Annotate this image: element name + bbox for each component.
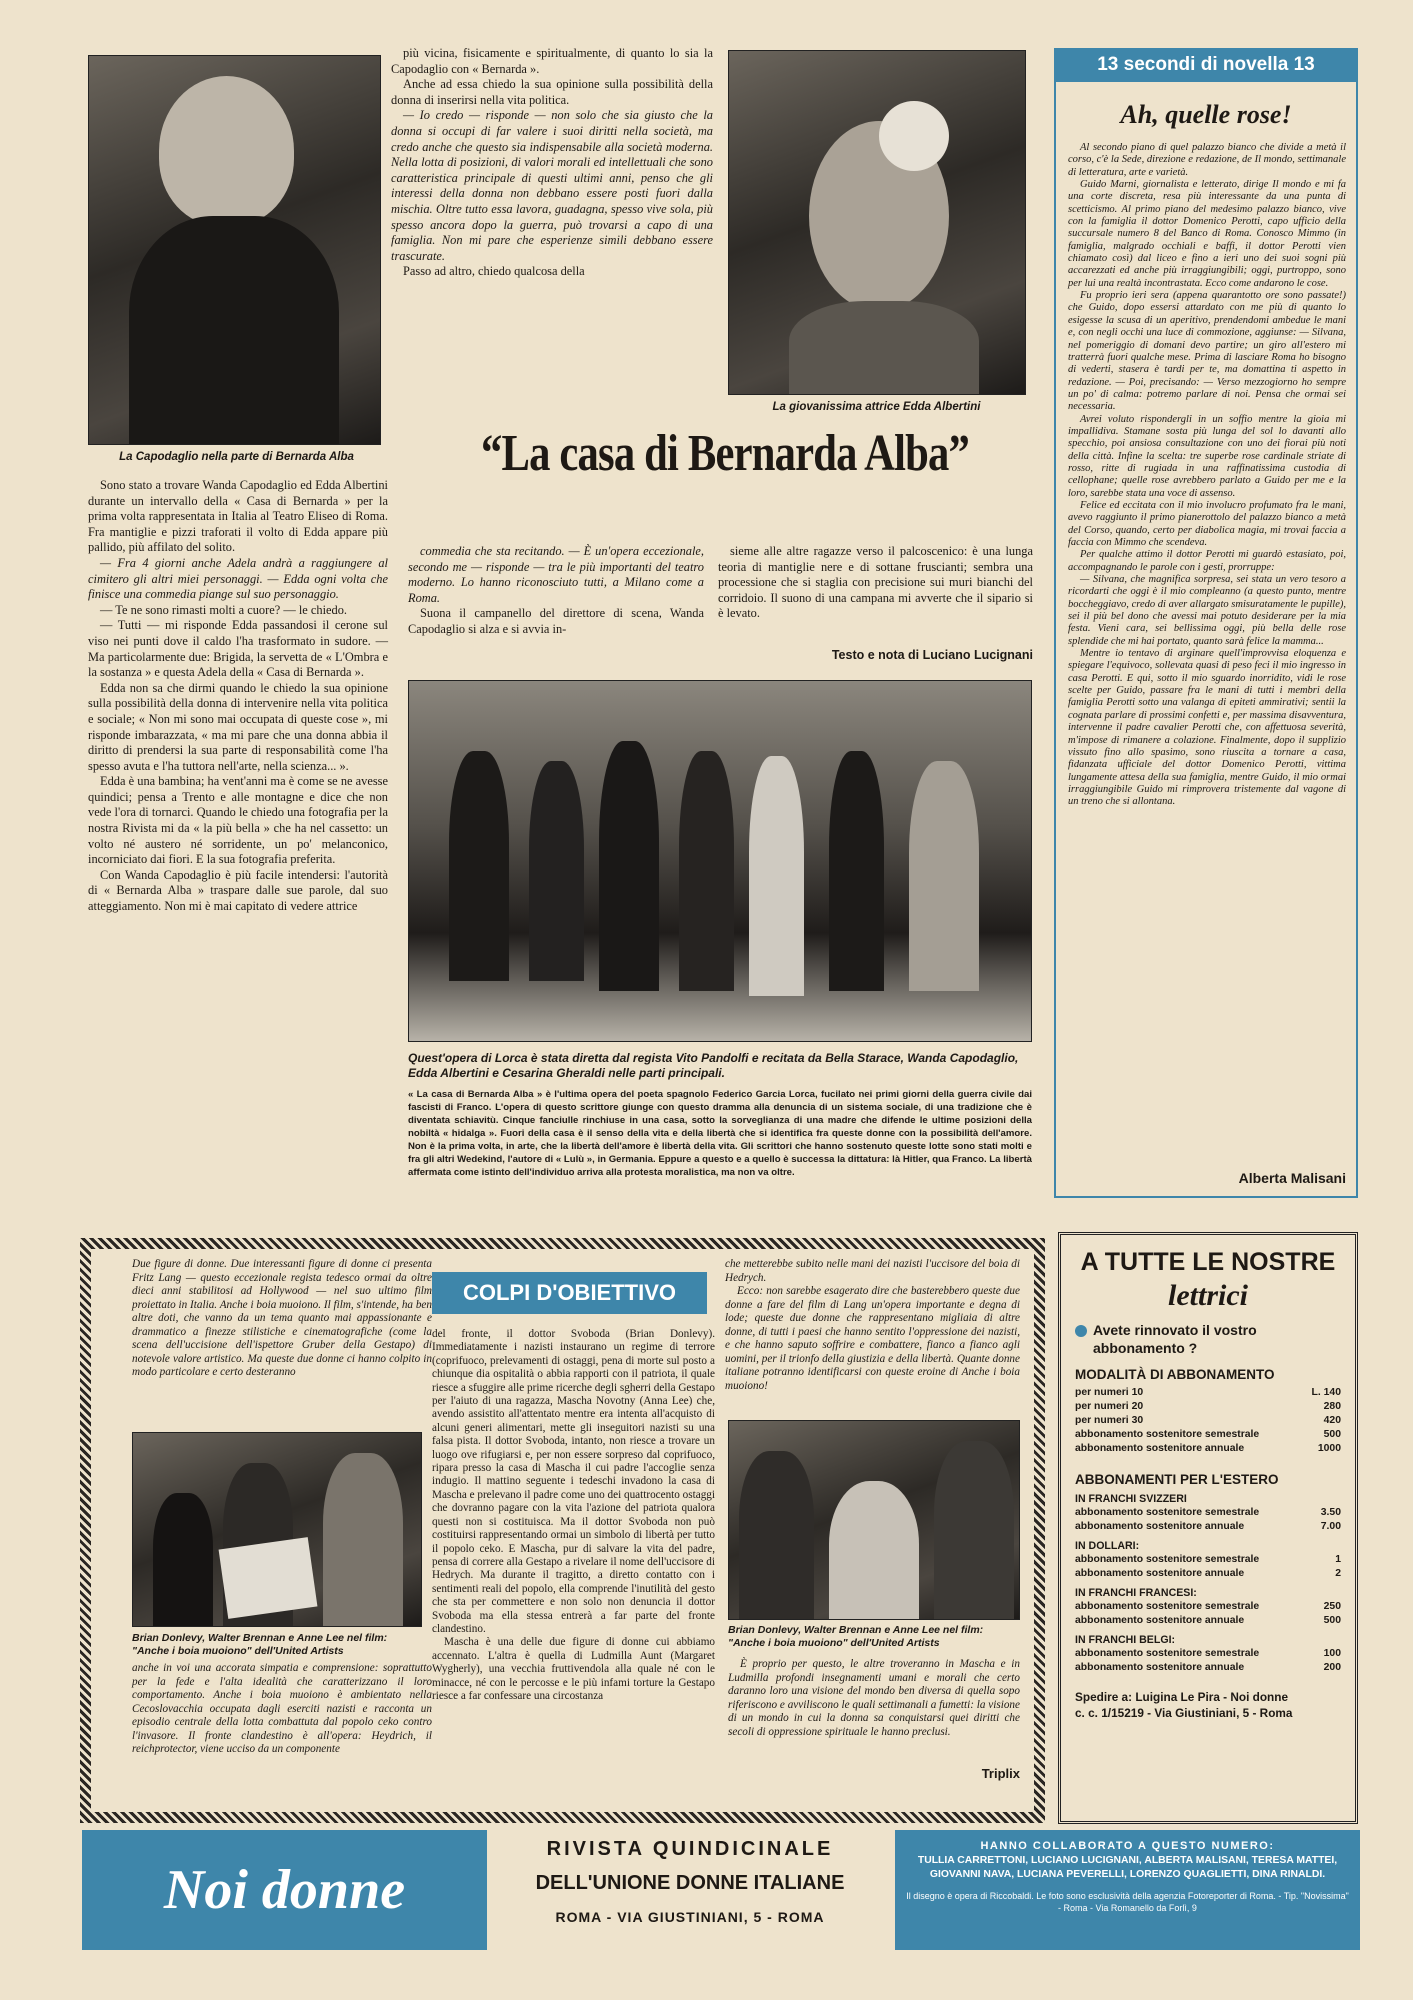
paragraph: Suona il campanello del direttore di scena, Wanda Capodaglio si alza e si avvia in- <box>408 606 704 636</box>
paragraph: commedia che sta recitando. — È un'opera eccezionale, secondo me — risponde — tra le più importanti del teatro moderno. Lo hanno riconosciuto tutti, a Milano come a Roma. <box>408 544 704 605</box>
paragraph: Edda non sa che dirmi quando le chiedo la sua opinione sulla possibilità della donna di intervenire nella vita politica e sociale; « Non mi sono mai occupata di queste cose », mi risponde imbarazzata, « ma mi pare che una donna abbia il diritto di prendersi la sua parte di responsabilità come l'ha spesso avuta e l'ha tuttora nell'arte, nella scienza... ». <box>88 680 388 773</box>
rate-label: abbonamento sostenitore annuale <box>1075 1615 1245 1626</box>
rate-label: abbonamento sostenitore annuale <box>1075 1568 1245 1579</box>
article-col2-top <box>391 46 713 280</box>
paragraph: Al secondo piano di quel palazzo bianco che divide a metà il corso, c'è la Sede, direzione e redazione, de Il mondo, settimanale di letteratura, arte e varietà. <box>1068 142 1346 178</box>
rate-group-title: IN FRANCHI FRANCESI: <box>1075 1587 1197 1599</box>
rate-price: 500 <box>1323 1429 1341 1440</box>
article-col2-bottom <box>408 544 704 638</box>
rate-label: abbonamento sostenitore annuale <box>1075 1662 1245 1673</box>
caption-albertini: La giovanissima attrice Edda Albertini <box>772 401 981 413</box>
paragraph: sieme alle altre ragazze verso il palcoscenico: è una lunga teoria di mantiglie nere e di sottane fruscianti; sembra una processione che si staglia con precisione sui muri bianchi del corridoio. Il suono di una campana mi avverte che il sipario si è levato. <box>718 544 1033 621</box>
subs-modalita: MODALITÀ DI ABBONAMENTO <box>1075 1367 1275 1382</box>
rate-group-title: IN DOLLARI: <box>1075 1540 1140 1552</box>
subs-rates <box>1075 1386 1341 1456</box>
rate-row <box>1075 1614 1341 1628</box>
subs-question: Avete rinnovato il vostro abbonamento ? <box>1093 1322 1257 1356</box>
caption-film-b: Brian Donlevy, Walter Brennan e Anne Lee nel film: "Anche i boia muoiono" dell'United Artists <box>728 1624 984 1649</box>
rate-price: 250 <box>1323 1601 1341 1612</box>
paragraph: Anche ad essa chiedo la sua opinione sulla possibilità della donna di inserirsi nella vita politica. <box>391 77 713 107</box>
photo-capodaglio <box>88 55 381 445</box>
subs-estero: ABBONAMENTI PER L'ESTERO <box>1075 1472 1279 1487</box>
article-col3-bottom <box>718 544 1033 622</box>
colpi-right-bottom: È proprio per questo, le altre troveranno in Mascha e in Ludmilla profondi insegnamenti umani e morali che certo daranno loro una visione del mondo ben diversa di quella sopo riferiscono e avviliscono le quali settimanali a fumetti: la visione di un mondo in cui la donna sa conquistarsi quei diritti che secoli di oppressione spirituale le hanno preclusi. <box>728 1658 1020 1738</box>
rate-label: abbonamento sostenitore annuale <box>1075 1521 1245 1532</box>
subs-foreign-rates <box>1075 1493 1341 1675</box>
subs-send: Spedire a: Luigina Le Pira - Noi donne c. c. 1/15219 - Via Giustiniani, 5 - Roma <box>1075 1690 1293 1720</box>
paragraph: Sono stato a trovare Wanda Capodaglio ed Edda Albertini durante un intervallo della « Casa di Bernarda » per la prima volta rappresentata in Italia al Teatro Eliseo di Roma. Fra mantiglie e pizzi traforati il volto di Edda appare più pallido, più affilato del solito. <box>88 478 388 555</box>
rate-price: 500 <box>1323 1615 1341 1626</box>
rate-label: abbonamento sostenitore semestrale <box>1075 1429 1260 1440</box>
rate-row <box>1075 1386 1341 1400</box>
colpi-middle <box>432 1328 715 1703</box>
colpi-right-top <box>725 1258 1020 1393</box>
rate-row <box>1075 1400 1341 1414</box>
rate-price: 280 <box>1323 1401 1341 1412</box>
paragraph: — Fra 4 giorni anche Adela andrà a raggiungere al cimitero gli altri miei personaggi. — Edda ogni volta che finisce una commedia piange sul suo personaggio. <box>88 555 388 602</box>
novella-header: 13 secondi di novella 13 <box>1054 48 1358 82</box>
article-title: “La casa di Bernarda Alba” <box>480 425 970 482</box>
paragraph: Mentre io tentavo di arginare quell'improvvisa eloquenza e spiegare l'equivoco, sollevata quasi di peso feci il mio ingresso in casa Perotti. E qui, sotto il mio sguardo inorridito, vidi le rose scelte per Guido, passare fra le mani di tutti i membri della famiglia Perotti sotto una valanga di epiteti ammirativi; sentii la cognata parlare di prossimi confetti e, per massima disavventura, intervenne il padre cavalier Perotti che, con affettuosa severità, m'impose di rimanere a colazione. Finalmente, dopo il supplizio vissuto fino allo spasimo, sono riuscita a tornare a casa, fidanzata ufficiale del dottor Domenico Perotti, vittima lungamente attesa della sua famiglia, mentre Guido, il mio ormai irraggiungibile Guido mi rimprovera tristemente dal vagone di un treno che si allontana. <box>1068 648 1346 808</box>
rate-price: L. 140 <box>1311 1387 1341 1398</box>
paragraph: Per qualche attimo il dottor Perotti mi guardò estasiato, poi, accompagnando le parole con i gesti, prorruppe: <box>1068 549 1346 573</box>
bullet-icon <box>1075 1325 1087 1337</box>
rate-price: 3.50 <box>1320 1507 1341 1518</box>
rate-row <box>1075 1553 1341 1567</box>
rate-label: per numeri 10 <box>1075 1387 1144 1398</box>
caption-film-a: Brian Donlevy, Walter Brennan e Anne Lee nel film: "Anche i boia muoiono" dell'United Artists <box>132 1632 388 1657</box>
paragraph: — Io credo — risponde — non solo che sia giusto che la donna si occupi di far valere i suoi diritti nella società, ma credo anche che questo sia indispensabile alla società moderna. Nella lotta di posizioni, di valori morali ed intellettuali che sono caratteristica principale di questi ultimi anni, penso che gli interessi della donna non debbano essere posti fuori dalla mischia. Oltre tutto essa lavora, guadagna, spesso vive sola, più spesso ancora dopo la guerra, può trovarsi a capo di una famiglia. Non mi pare che esperienze simili debbano essere trascurate. <box>391 108 713 263</box>
photo-film-a <box>132 1432 422 1627</box>
rate-price: 420 <box>1323 1415 1341 1426</box>
rate-label: per numeri 30 <box>1075 1415 1144 1426</box>
rate-row <box>1075 1428 1341 1442</box>
rate-label: abbonamento sostenitore semestrale <box>1075 1507 1260 1518</box>
paragraph: Guido Marni, giornalista e letterato, dirige Il mondo e mi fa una corte discreta, resa più interessante da una punta di scetticismo. Al primo piano del medesimo palazzo bianco, vive con la famiglia il dottor Domenico Perotti, capo ufficio della succursale numero 8 del Banco di Roma. Conosco Mimmo (in famiglia, malgrado occhiali e baffi, il dottor Perotti vien chiamato così) dal liceo e fino a ieri uno dei suoi sogni più accarezzati ed anche più irraggiungibili; oggi, purtroppo, sono per lui una realtà incontrastata. Ecco come andarono le cose. <box>1068 179 1346 289</box>
paragraph: più vicina, fisicamente e spiritualmente, di quanto lo sia la Capodaglio con « Bernarda ». <box>391 46 713 76</box>
colpi-left-bottom: anche in voi una accorata simpatia e comprensione: soprattutto per la fede e l'alta idealità che caratterizzano il loro comportamento. Anche i boia muoiono è ambientato nella Cecoslovacchia occupata dagli eserciti nazisti e racconta un episodio centrale della lotta combattuta dal popolo ceko contro l'invasore. Il fronte clandestino è all'opera: Heydrich, il reichprotector, viene ucciso da un componente <box>132 1662 432 1755</box>
subs-subtitle: lettrici <box>1168 1279 1248 1312</box>
rate-group-title: IN FRANCHI SVIZZERI <box>1075 1493 1187 1505</box>
caption-stage: Quest'opera di Lorca è stata diretta dal regista Vito Pandolfi e recitata da Bella Starace, Wanda Capodaglio, Edda Albertini e Cesarina Gheraldi nelle parti principali. <box>408 1051 1019 1080</box>
colpi-header: COLPI D'OBIETTIVO <box>432 1272 707 1314</box>
paragraph: Fu proprio ieri sera (appena quarantotto ore sono passate!) che Guido, dopo essersi attardato con me più di quanto lo esigesse la scusa di un aperitivo, prendendomi ambedue le mani e, con negli occhi una luce di commozione, aggiunse: — Silvana, nel pomeriggio di domani devo partire; un giro all'estero mi tratterrà fuori qualche mese. Prima di lasciare Roma ho bisogno di vederti, stasera è tardi per te, ma domattina ti aspetto in redazione. — Poi, precisando: — Verso mezzogiorno ho sempre un po' di calma: potremo parlare di noi. Pensa che ormai sei necessaria. <box>1068 290 1346 413</box>
rate-price: 2 <box>1335 1568 1341 1579</box>
note-lorca: « La casa di Bernarda Alba » è l'ultima opera del poeta spagnolo Federico Garcia Lorca, fucilato nei primi giorni della guerra civile dai fascisti di Franco. L'opera di questo scrittore giunge con questo dramma alla denuncia di un sistema sociale, di una tradizione che è diventata schiavitù. Cinque fanciulle rinchiuse in una casa, sotto la sorveglianza di una madre che difende le ultime posizioni della nobiltà « hidalga ». Fuori della casa è il senso della vita e della libertà che si identifica fra queste donne con la possibilità dell'amore. Non è la prima volta, in arte, che la libertà dell'amore è libertà della vita. Gli scrittori che hanno sostenuto queste lotte sono stati molti e fra gli altri Wedekind, l'autore di « Lulù », in Germania. Eppure a questo e a quello è successa la dittatura: là Hitler, qua Franco. La libertà affermata come istinto dell'individuo arriva alla protesta moralistica, ma non va oltre. <box>408 1089 1032 1178</box>
footer-collab-box: HANNO COLLABORATO A QUESTO NUMERO: TULLIA CARRETTONI, LUCIANO LUCIGNANI, ALBERTA MALISANI, TERESA MATTEI, GIOVANNI NAVA, LUCIANA PEVERELLI, LORENZO QUAGLIETTI, DINA RINALDI. Il disegno è opera di Riccobaldi. Le foto sono esclusività della agenzia Fotoreporter di Roma. - Tip. "Novissima" - Roma - Via Romanello da Forlì, 9 <box>895 1830 1360 1950</box>
paragraph: Edda è una bambina; ha vent'anni ma è come se ne avesse quindici; pensa a Trento e alle montagne e dice che non vede l'ora di tornarci. Quando le chiedo una fotografia per la nostra Rivista mi da « la più bella » che ha nel cassetto: un volto né austero né sorridente, un po' melanconico, incorniciato dai fiori. E la sua fotografia preferita. <box>88 774 388 867</box>
paragraph: del fronte, il dottor Svoboda (Brian Donlevy). Immediatamente i nazisti instaurano un regime di terrore (coprifuoco, prelevamenti di ostaggi, pena di morte sul posto a chiunque dia ospitalità o abbia rapporti con il patriota, il quale riesce a sfuggire alle prime ricerche degli sgherri della Gestapo per l'aiuto di una ragazza, Mascha Novotny (Anna Lee) che, avendo assistito all'attentato mentre era intenta all'acquisto di alcuni generi alimentari, mette gli inseguitori nazisti su una falsa pista. Il dottor Svoboda, intanto, non riesce a trovare un luogo ove rifugiarsi e, per non essere sorpreso dal coprifuoco, ripara presso la casa di Mascha il cui padre l'accoglie senza indugio. Il mattino seguente i tedeschi invadono la casa di Mascha e prelevano il padre come uno dei quattrocento ostaggi che dovranno pagare con la vita l'azione del patriota qualora questi non si costituisca. Ma il dottor Svoboda non può costituirsi rappresentando ormai un simbolo di libertà per tutto il popolo ceko. E Mascha, pur di salvare la vita del padre, pensa di correre alla Gestapo a rivelare il nome dell'uccisore di Hedrych. Ma durante il tragitto, a diretto contatto con i sentimenti reali del popolo, ella comprende l'inutilità del gesto che sta per commettere e non solo non denuncia il dottor Svoboda ma ella stessa entrerà a far parte del fronte clandestino. <box>432 1328 716 1635</box>
rate-label: per numeri 20 <box>1075 1401 1144 1412</box>
paragraph: — Tutti — mi risponde Edda passandosi il cerone sul viso nei punti dove il caldo l'ha trasformato in sudore. — Ma particolarmente due: Brigida, la servetta de « L'Ombra e la sostanza » e questa Adela della « Casa di Bernarda ». <box>88 618 388 680</box>
novella-text <box>1068 142 1346 809</box>
rate-price: 1 <box>1335 1554 1341 1565</box>
footer-title: RIVISTA QUINDICINALE DELL'UNIONE DONNE ITALIANE ROMA - VIA GIUSTINIANI, 5 - ROMA <box>535 1838 845 1925</box>
paragraph: Con Wanda Capodaglio è più facile intendersi: l'autorità di « Bernarda Alba » traspare dalle sue parole, dal suo atteggiamento. Non mi è mai capitato di vedere attrice <box>88 867 388 914</box>
paragraph: Passo ad altro, chiedo qualcosa della <box>403 264 585 279</box>
novella-author: Alberta Malisani <box>1238 1170 1346 1186</box>
byline: Testo e nota di Luciano Lucignani <box>831 648 1033 662</box>
colpi-intro: Due figure di donne. Due interessanti figure di donne ci presenta Fritz Lang — questo eccezionale regista tedesco ormai da oltre dieci anni stabilitosi ad Hollywood — nel suo ultimo film proiettato in Italia. Anche i boia muoiono. Il film, s'intende, ha ben altre doti, che vanno da un tema quanto mai appassionante e drammatico a finezze stilistiche e cinematografiche (come la scena dell'uccisione dell'ispettore Gruber della Gestapo) di notevole valore artistico. Ma queste due donne ci hanno colpito in modo particolare e certo desteranno <box>132 1258 432 1378</box>
rate-row <box>1075 1414 1341 1428</box>
rate-row <box>1075 1661 1341 1675</box>
caption-capodaglio: La Capodaglio nella parte di Bernarda Alba <box>119 451 354 463</box>
photo-albertini <box>728 50 1026 395</box>
photo-film-b <box>728 1420 1020 1620</box>
paragraph: Ecco: non sarebbe esagerato dire che basterebbero queste due donne a fare del film di Lang un'opera importante e degna di lode; queste due donne che rappresentano migliaia di altre donne, di tutti i paesi che hanno sentito l'oppressione dei nazisti, e che hanno saputo soffrire e combattere, fianco a fianco agli uomini, per il trionfo della giustizia e della libertà. Quante donne italiane potranno identificarsi con queste eroine di Anche i boia muoiono! <box>725 1285 1020 1392</box>
rate-row <box>1075 1506 1341 1520</box>
paragraph: che metterebbe subito nelle mani dei nazisti l'uccisore del boia di Hedrych. <box>725 1258 1020 1284</box>
rate-group-title: IN FRANCHI BELGI: <box>1075 1634 1176 1646</box>
paragraph: Mascha è una delle due figure di donne cui abbiamo accennato. L'altra è quella di Ludmilla Aunt (Margaret Wygherly), una vecchia fruttivendola alla quale né con le minacce, né con le percosse e le più infami torture la Gestapo riesce a far confessare una circostanza <box>432 1636 715 1702</box>
rate-price: 1000 <box>1317 1443 1341 1454</box>
rate-row <box>1075 1520 1341 1534</box>
rate-label: abbonamento sostenitore semestrale <box>1075 1554 1260 1565</box>
photo-stage <box>408 680 1032 1042</box>
subs-title: A TUTTE LE NOSTRE <box>1080 1248 1336 1276</box>
rate-price: 7.00 <box>1320 1521 1341 1532</box>
footer-logo: Noi donne <box>163 1859 406 1921</box>
rate-price: 100 <box>1323 1648 1341 1659</box>
rate-row <box>1075 1442 1341 1456</box>
rate-label: abbonamento sostenitore semestrale <box>1075 1601 1260 1612</box>
rate-label: abbonamento sostenitore semestrale <box>1075 1648 1260 1659</box>
rate-row <box>1075 1647 1341 1661</box>
novella-title: Ah, quelle rose! <box>1120 100 1292 129</box>
paragraph: Felice ed eccitata con il mio involucro profumato fra le mani, avevo raggiunto il primo pianerottolo del palazzo bianco a metà del Corso, quando, certo per diabolica magia, mi trovai faccia a faccia con Mimmo che scendeva. <box>1068 499 1346 548</box>
rate-price: 200 <box>1323 1662 1341 1673</box>
paragraph: — Silvana, che magnifica sorpresa, sei stata un vero tesoro a ricordarti che oggi è il mio compleanno (a questo punto, mentre boccheggiavo, credo di aver allargato smisuratamente le pupille), sei il più bel dono che avessi mai potuto desiderare per la mia festa. Vieni cara, sei bellissima oggi, più bella delle rose splendide che mi hai portato, quanto sarà felice la mamma... <box>1068 574 1346 647</box>
paragraph: — Te ne sono rimasti molti a cuore? — le chiedo. <box>100 602 347 617</box>
subscriptions-box <box>1058 1232 1358 1824</box>
colpi-author: Triplix <box>981 1766 1020 1781</box>
paragraph: Avrei voluto rispondergli in un soffio mentre la gioia mi impallidiva. Stamane sosta più lunga del sol lo davanti allo specchio, poi ansiosa consultazione con uno dei fiorai più noti della città. Infine la scelta: tre superbe rose cardinale striate di rosso, ritte di rugiada in una raffinatissima custodia di cellophane; quelle rose avrebbero parlato a Guido per me e la loro, sarebbe stata una voce di assenso. <box>1068 413 1346 499</box>
rate-row <box>1075 1600 1341 1614</box>
rate-row <box>1075 1567 1341 1581</box>
rate-label: abbonamento sostenitore annuale <box>1075 1443 1245 1454</box>
article-col1 <box>88 478 388 915</box>
